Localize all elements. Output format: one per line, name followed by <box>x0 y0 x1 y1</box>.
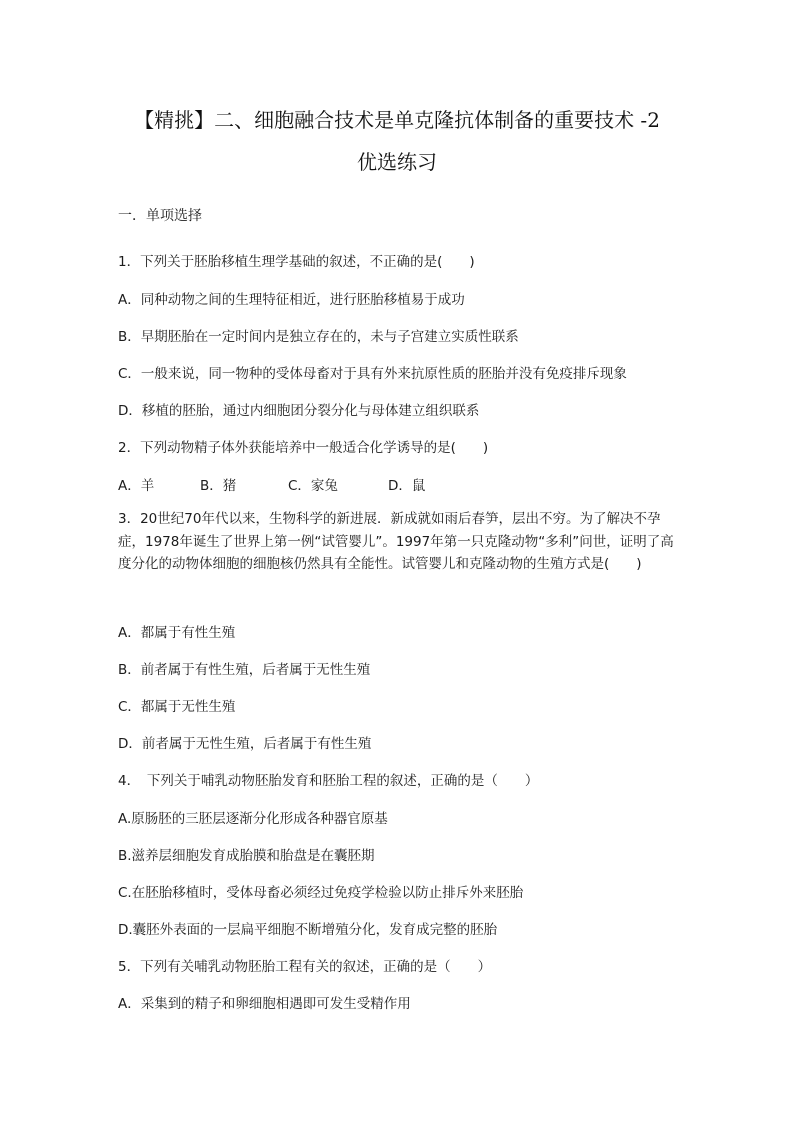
question-2-stem: 2．下列动物精子体外获能培养中一般适合化学诱导的是( ) <box>118 440 489 456</box>
question-1-option-d: D．移植的胚胎，通过内细胞团分裂分化与母体建立组织联系 <box>118 403 480 419</box>
question-2-option-c: C．家兔 <box>288 478 338 494</box>
question-4-option-a: A.原肠胚的三胚层逐渐分化形成各种器官原基 <box>118 811 388 827</box>
question-3-option-a: A．都属于有性生殖 <box>118 625 236 641</box>
question-5-option-a: A．采集到的精子和卵细胞相遇即可发生受精作用 <box>118 996 411 1012</box>
question-1-option-a: A．同种动物之间的生理特征相近，进行胚胎移植易于成功 <box>118 292 465 308</box>
question-3-stem: 3．20世纪70年代以来，生物科学的新进展．新成就如雨后春笋，层出不穷。为了解决不孕症，1978年诞生了世界上第一例“试管婴儿”。1997年第一只克隆动物“多利”问世，证明了高度分化的动物体细胞的细胞核仍然具有全能性。试管婴儿和克隆动物的生殖方式是( ) <box>118 511 674 572</box>
question-4-option-c: C.在胚胎移植时，受体母畜必须经过免疫学检验以防止排斥外来胚胎 <box>118 885 524 901</box>
question-5-stem: 5．下列有关哺乳动物胚胎工程有关的叙述，正确的是（ ） <box>118 959 492 975</box>
question-2-option-b: B．猪 <box>200 478 237 494</box>
question-2-option-a: A．羊 <box>118 478 155 494</box>
question-4-option-d: D.囊胚外表面的一层扁平细胞不断增殖分化，发育成完整的胚胎 <box>118 922 498 938</box>
page-title-line-2: 优选练习 <box>357 150 437 174</box>
question-1-option-b: B．早期胚胎在一定时间内是独立存在的，未与子宫建立实质性联系 <box>118 329 519 345</box>
question-1-option-c: C．一般来说，同一物种的受体母畜对于具有外来抗原性质的胚胎并没有免疫排斥现象 <box>118 366 627 382</box>
question-3-option-c: C．都属于无性生殖 <box>118 699 236 715</box>
question-3-option-d: D．前者属于无性生殖，后者属于有性生殖 <box>118 736 372 752</box>
question-4-option-b: B.滋养层细胞发育成胎膜和胎盘是在囊胚期 <box>118 848 375 864</box>
page-title-line-1: 【精挑】二、细胞融合技术是单克隆抗体制备的重要技术 -2 <box>134 108 660 132</box>
question-2-option-d: D．鼠 <box>388 478 426 494</box>
question-2-options <box>118 474 425 494</box>
section-heading: 一．单项选择 <box>118 208 202 224</box>
question-1-stem: 1．下列关于胚胎移植生理学基础的叙述，不正确的是( ) <box>118 254 475 270</box>
question-4-stem: 4． 下列关于哺乳动物胚胎发育和胚胎工程的叙述，正确的是（ ） <box>118 773 539 789</box>
question-3-option-b: B．前者属于有性生殖，后者属于无性生殖 <box>118 662 371 678</box>
